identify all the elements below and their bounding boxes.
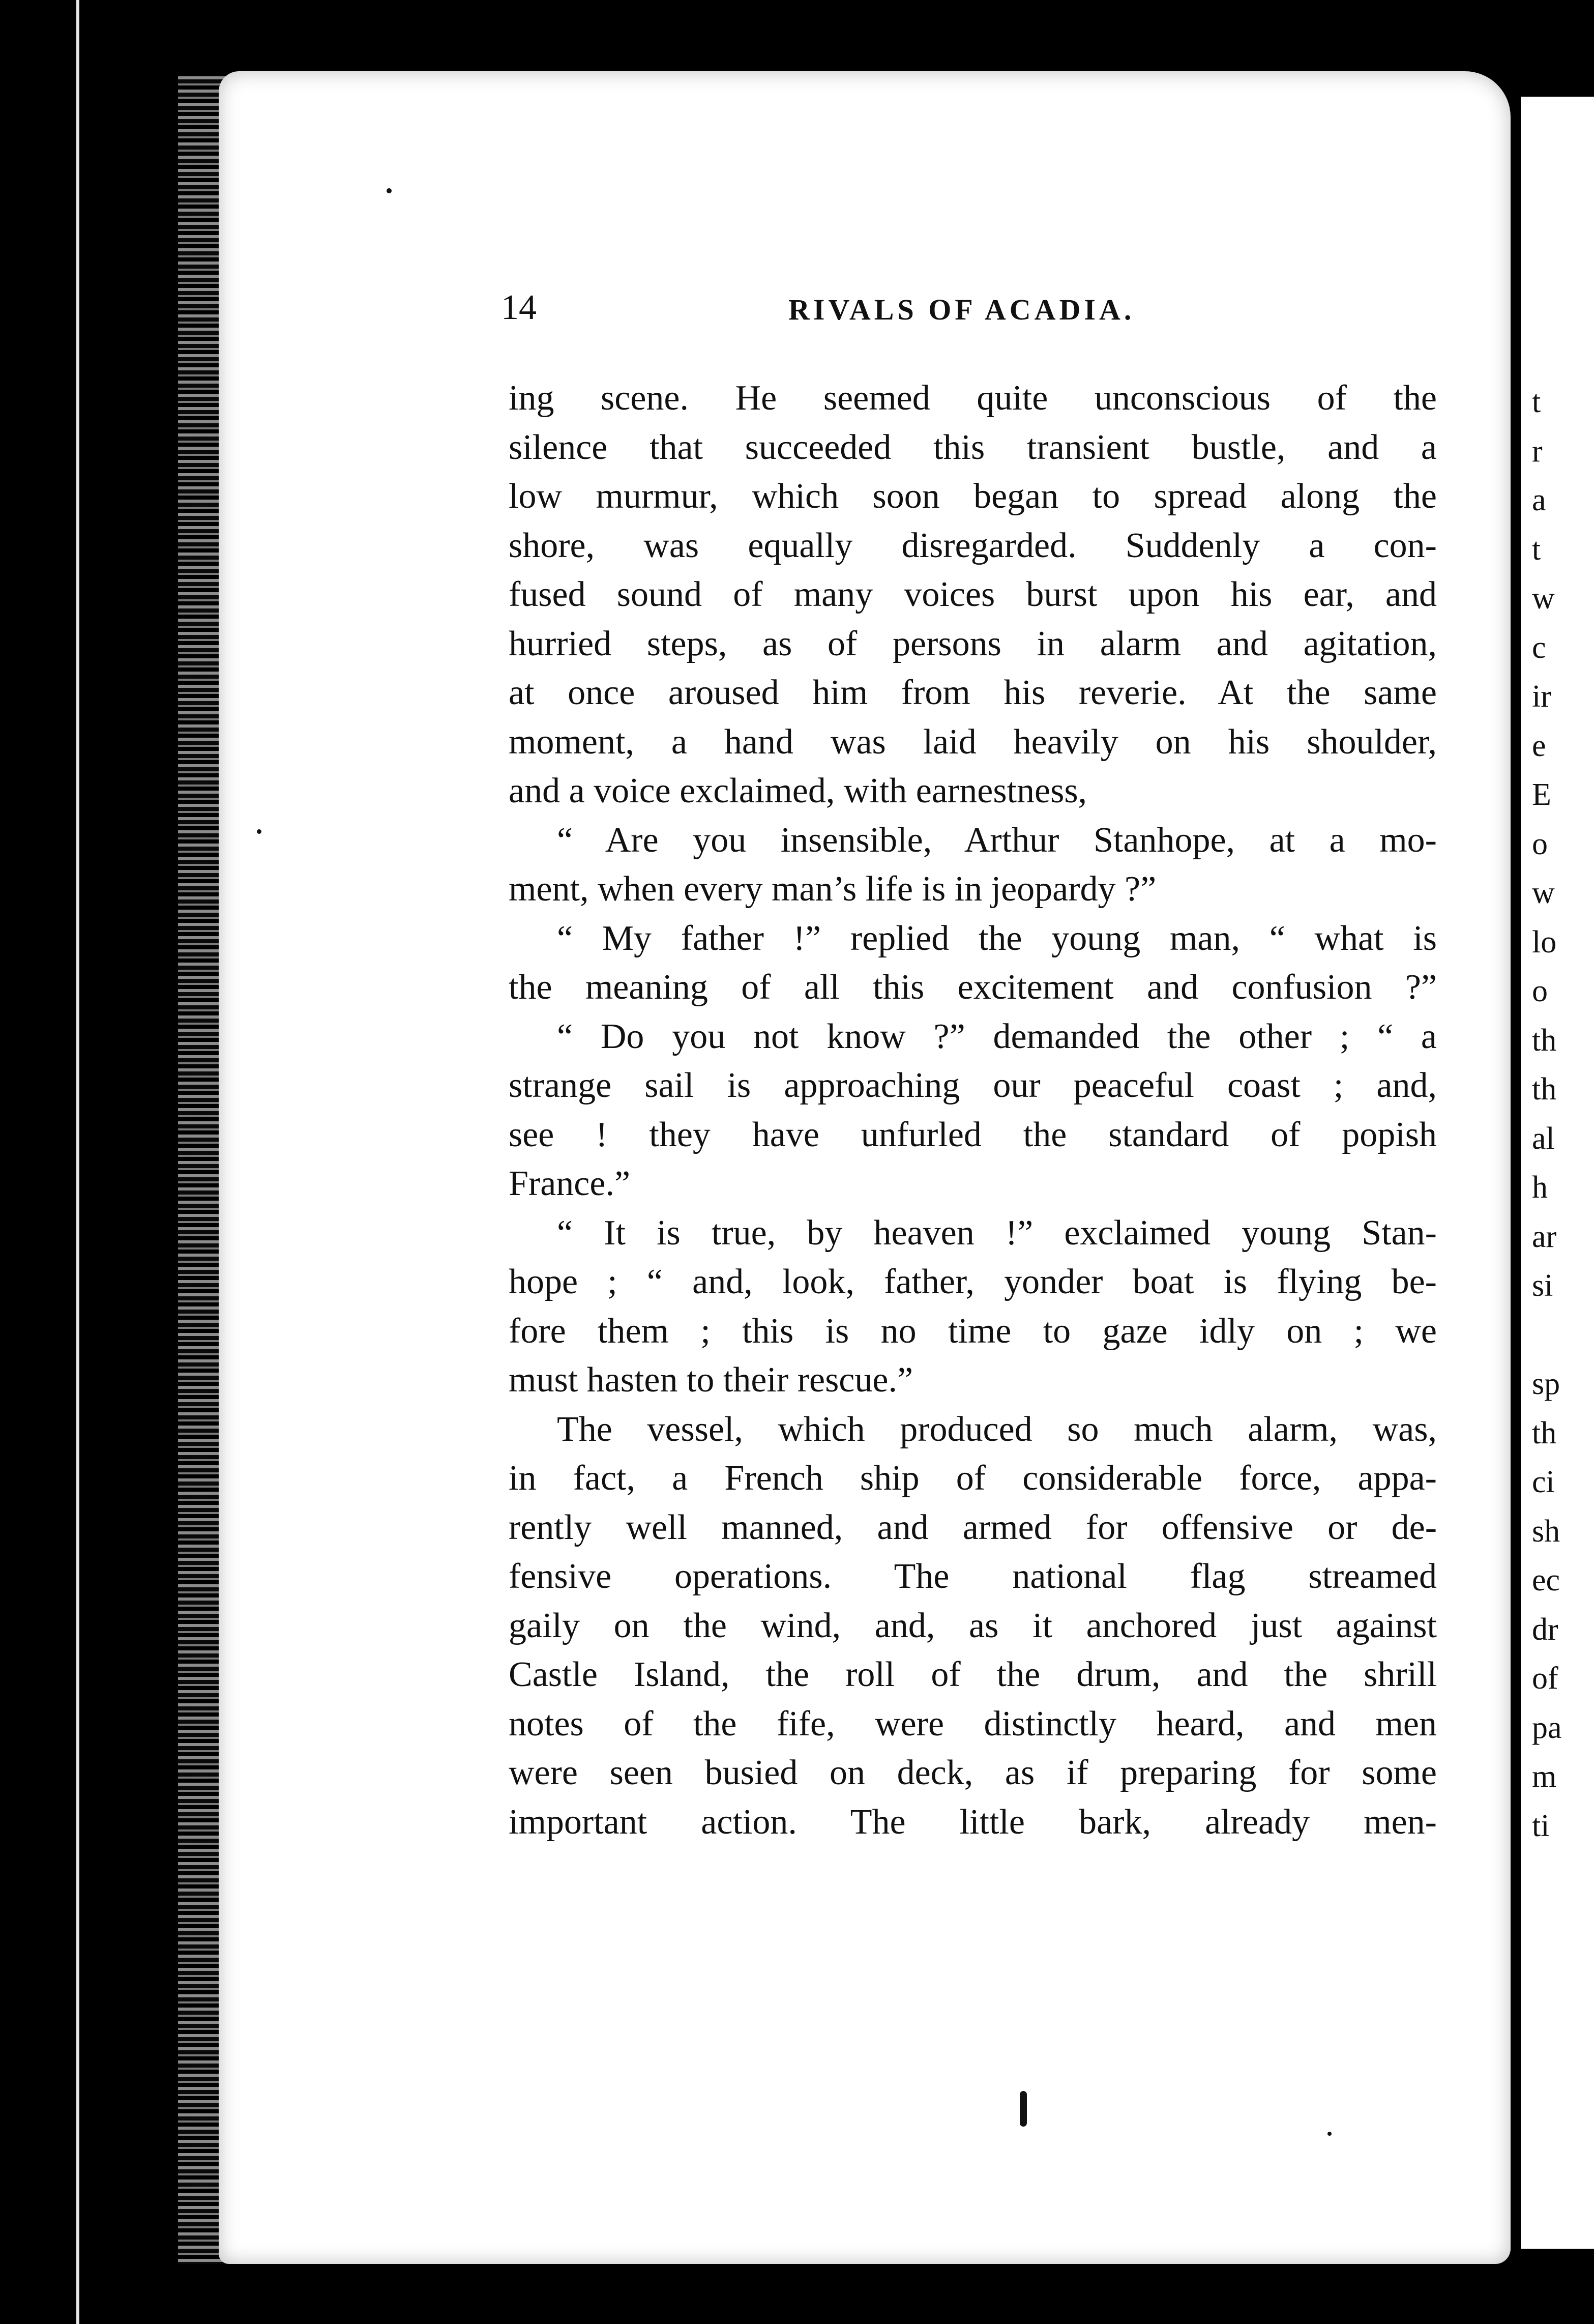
text-line: France.” (509, 1164, 631, 1203)
text-line: see ! they have unfurled the standard of popish (509, 1115, 1437, 1154)
facing-page-letter: ci (1532, 1465, 1555, 1499)
text-line: shore, was equally disregarded. Suddenly a con- (509, 526, 1437, 565)
text-line: and a voice exclaimed, with earnestness, (509, 771, 1087, 810)
facing-page-letter: lo (1532, 924, 1557, 960)
facing-page-letter: a (1532, 483, 1546, 517)
facing-page-letter: E (1532, 777, 1551, 812)
facing-page-letter: pa (1532, 1710, 1562, 1745)
facing-page-letter: sh (1532, 1514, 1560, 1549)
text-line: silence that succeeded this transient bustle, and a (509, 427, 1437, 467)
running-head (501, 287, 1437, 343)
text-line: “ It is true, by heaven !” exclaimed young Stan- (557, 1213, 1437, 1253)
facing-page-letter: ar (1532, 1219, 1557, 1254)
text-line: “ Are you insensible, Arthur Stanhope, at a mo- (557, 820, 1437, 860)
body-text (509, 374, 1437, 1847)
facing-page-letter: ti (1532, 1808, 1550, 1843)
text-line: at once aroused him from his reverie. At the same (509, 673, 1437, 712)
text-line: “ Do you not know ?” demanded the other ; “ a (557, 1016, 1437, 1056)
text-line: hurried steps, as of persons in alarm and agitation, (509, 624, 1437, 663)
text-line: moment, a hand was laid heavily on his shoulder, (509, 722, 1437, 762)
facing-page-letter: th (1532, 1072, 1557, 1107)
facing-page-letter: e (1532, 728, 1546, 763)
facing-page-letter: o (1532, 974, 1548, 1008)
text-line: strange sail is approaching our peaceful coast ; and, (509, 1066, 1437, 1105)
text-line: fensive operations. The national flag streamed (509, 1557, 1437, 1596)
text-line: fused sound of many voices burst upon his ear, and (509, 575, 1437, 614)
binding-edge-line (76, 0, 79, 2324)
facing-page-letter: th (1532, 1023, 1557, 1058)
text-line: in fact, a French ship of considerable force, appa- (509, 1459, 1437, 1498)
text-line: rently well manned, and armed for offensive or de- (509, 1507, 1437, 1547)
facing-page-letter: al (1532, 1121, 1555, 1156)
text-line: low murmur, which soon began to spread along the (509, 477, 1437, 516)
text-line: important action. The little bark, already men- (509, 1802, 1437, 1842)
scan-speck (387, 188, 392, 193)
page-number: 14 (501, 288, 537, 327)
text-line: fore them ; this is no time to gaze idly on ; we (509, 1311, 1437, 1351)
facing-page-letter: ir (1532, 679, 1551, 714)
running-title: RIVALS OF ACADIA. (788, 293, 1135, 326)
text-line: the meaning of all this excitement and confusion ?” (509, 968, 1437, 1007)
text-line: must hasten to their rescue.” (509, 1360, 913, 1400)
facing-page-letter: o (1532, 826, 1548, 861)
facing-page-letter: w (1532, 876, 1555, 910)
scan-speck (257, 829, 261, 834)
facing-page-letter: h (1532, 1170, 1548, 1205)
facing-page-letter: dr (1532, 1612, 1558, 1647)
text-line: Castle Island, the roll of the drum, and the shrill (509, 1655, 1437, 1694)
text-line: ing scene. He seemed quite unconscious of the (509, 379, 1437, 418)
scan-speck (1020, 2091, 1027, 2127)
text-line: The vessel, which produced so much alarm, was, (557, 1409, 1437, 1449)
facing-page-letters (1532, 377, 1593, 1850)
facing-page-letter: t (1532, 385, 1541, 419)
text-line: hope ; “ and, look, father, yonder boat is flying be- (509, 1262, 1437, 1301)
text-line: notes of the fife, were distinctly heard, and men (509, 1704, 1437, 1744)
facing-page-letter: ec (1532, 1563, 1560, 1597)
text-line: “ My father !” replied the young man, “ what is (557, 918, 1437, 958)
facing-page-letter: w (1532, 581, 1555, 616)
facing-page-letter: sp (1532, 1367, 1560, 1401)
text-line: ment, when every man’s life is in jeopardy ?” (509, 869, 1157, 909)
facing-page-letter: m (1532, 1759, 1557, 1794)
facing-page-letter: si (1532, 1268, 1553, 1303)
facing-page-letter: th (1532, 1415, 1557, 1450)
scan-speck (1327, 2132, 1332, 2136)
facing-page-letter: of (1532, 1661, 1558, 1696)
text-line: were seen busied on deck, as if preparing for some (509, 1753, 1437, 1792)
facing-page-letter: r (1532, 433, 1543, 469)
facing-page-letter (1532, 1311, 1593, 1360)
text-line: gaily on the wind, and, as it anchored just against (509, 1606, 1437, 1645)
facing-page-letter: c (1532, 630, 1546, 665)
facing-page-letter: t (1532, 532, 1541, 567)
